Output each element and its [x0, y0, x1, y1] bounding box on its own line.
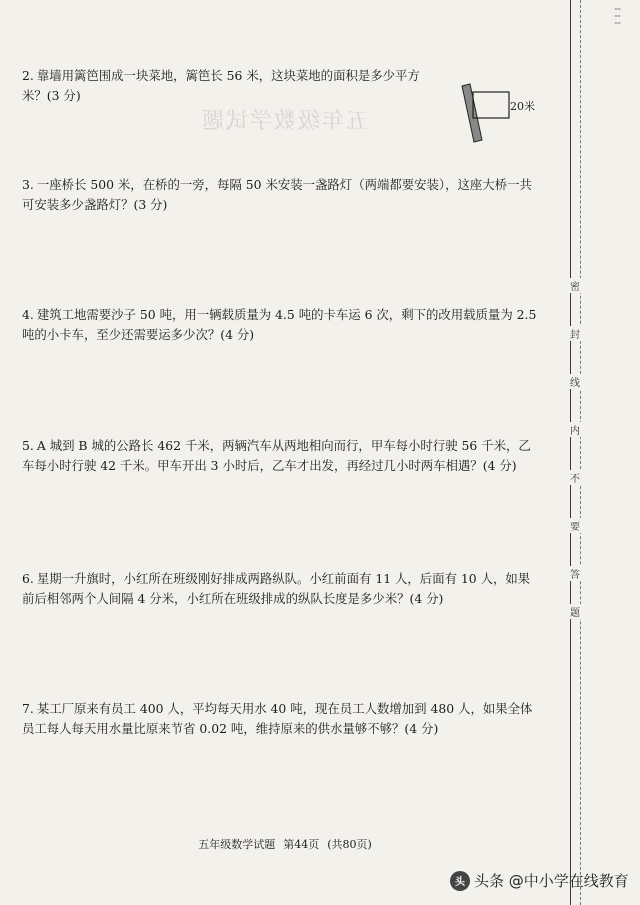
seal-char: 线	[567, 374, 583, 389]
binding-line	[570, 0, 571, 905]
question-number: 4.	[22, 307, 34, 322]
corner-marks: ···· ···· ····	[614, 5, 621, 28]
wall-garden-figure	[458, 82, 518, 150]
question-score: (4 分)	[409, 591, 444, 606]
seal-char: 内	[567, 422, 583, 437]
question-score: (4 分)	[482, 458, 517, 473]
question-6	[22, 569, 542, 609]
seal-char: 密	[567, 278, 583, 293]
watermark	[450, 870, 629, 891]
question-text: 靠墙用篱笆围成一块菜地，篱笆长 56 米，这块菜地的面积是多少平方米？	[22, 68, 420, 103]
question-4	[22, 305, 542, 345]
question-score: (4 分)	[220, 327, 255, 342]
question-text: 一座桥长 500 米，在桥的一旁，每隔 50 米安装一盏路灯（两端都要安装），这座大桥一共可安装多少盏路灯？	[22, 177, 532, 212]
question-number: 7.	[22, 701, 34, 716]
question-text: A 城到 B 城的公路长 462 千米，两辆汽车从两地相向而行，甲车每小时行驶 56 千米，乙车每小时行驶 42 千米。甲车开出 3 小时后，乙车才出发，再经过几小时两车相遇？	[22, 438, 531, 473]
question-number: 2.	[22, 68, 34, 83]
question-score: (3 分)	[133, 197, 168, 212]
question-2	[22, 66, 442, 106]
question-5	[22, 436, 542, 476]
footer-subject: 五年级数学试题	[198, 838, 276, 851]
wall-garden-diagram	[458, 82, 518, 146]
question-number: 3.	[22, 177, 34, 192]
question-7	[22, 699, 542, 739]
binding-dashed-line	[580, 0, 582, 905]
toutiao-logo-icon: 头	[450, 871, 470, 891]
question-3	[22, 175, 542, 215]
seal-char: 答	[567, 566, 583, 581]
question-number: 6.	[22, 571, 34, 586]
seal-char: 不	[567, 470, 583, 485]
ghost-title: 五年级数学试题	[200, 109, 369, 134]
footer-total: (共80页)	[327, 838, 372, 851]
seal-char: 要	[567, 518, 583, 533]
question-score: (4 分)	[404, 721, 439, 736]
question-text: 星期一升旗时，小红所在班级刚好排成两路纵队。小红前面有 11 人，后面有 10 人，如果前后相邻两个人间隔 4 分米，小红所在班级排成的纵队长度是多少米？	[22, 571, 531, 606]
question-number: 5.	[22, 438, 34, 453]
watermark-text: 头条 @中小学在线教育	[474, 872, 629, 890]
seal-char: 封	[567, 326, 583, 341]
page-footer	[0, 836, 570, 852]
question-score: (3 分)	[46, 88, 81, 103]
question-text: 建筑工地需要沙子 50 吨，用一辆载质量为 4.5 吨的卡车运 6 次，剩下的改用载质量为 2.5 吨的小卡车，至少还需要运多少次？	[22, 307, 537, 342]
figure-label: 20米	[510, 100, 535, 113]
question-text: 某工厂原来有员工 400 人，平均每天用水 40 吨，现在员工人数增加到 480 人，如果全体员工每人每天用水量比原来节省 0.02 吨，维持原来的供水量够不够？	[22, 701, 533, 736]
footer-page: 第44页	[283, 838, 320, 851]
seal-char: 题	[567, 604, 583, 619]
